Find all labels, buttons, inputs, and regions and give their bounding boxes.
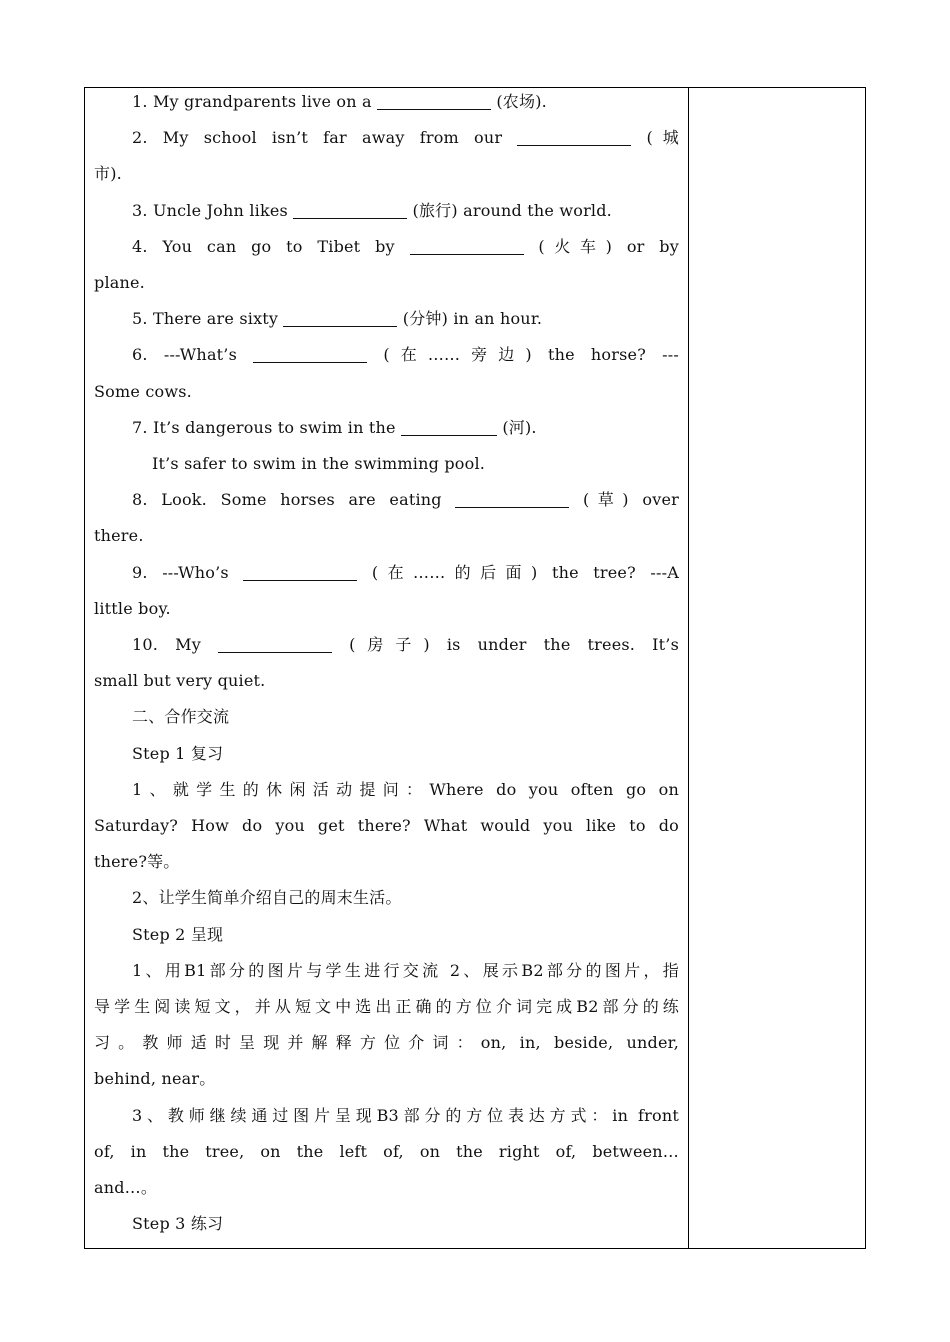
answer-blank — [243, 562, 357, 581]
section-heading: 二、合作交流 — [132, 707, 230, 727]
answer-blank — [218, 634, 332, 653]
exercise-1: 1. My grandparents live on a (农场). — [132, 92, 547, 111]
exercise-2-cont: 市). — [94, 164, 122, 184]
step-2-line-2: 导学生阅读短文，并从短文中选出正确的方位介词完成B2部分的练 — [94, 997, 679, 1017]
answer-blank — [283, 308, 397, 327]
step-2-line-3: 习。教师适时呈现并解释方位介词：on, in, beside, under, — [94, 1033, 679, 1053]
answer-blank — [401, 417, 497, 436]
step-2-line-1: 1、用B1部分的图片与学生进行交流 2、展示B2部分的图片，指 — [132, 960, 679, 980]
exercise-6: 6. ---What’s (在……旁边) the horse? --- — [132, 345, 679, 365]
step-2-line-4: behind, near。 — [94, 1069, 216, 1089]
answer-blank — [517, 127, 631, 146]
step-1-item-1: 1、就学生的休闲活动提问：Where do you often go on — [132, 779, 679, 799]
step-3-heading: Step 3 练习 — [132, 1214, 224, 1234]
step-1-item-2: 2、让学生简单介绍自己的周末生活。 — [132, 888, 402, 908]
step-2-item-3: 3、教师继续通过图片呈现B3部分的方位表达方式：in front — [132, 1105, 679, 1125]
step-1-item-1-end: there?等。 — [94, 852, 180, 872]
exercise-6-cont: Some cows. — [94, 381, 192, 401]
step-1-item-1-cont: Saturday? How do you get there? What would you like to do — [94, 816, 679, 836]
answer-blank — [377, 91, 491, 110]
exercise-8: 8. Look. Some horses are eating (草) over — [132, 490, 679, 510]
lesson-table — [84, 87, 866, 1249]
step-2-item-3-end: and…。 — [94, 1178, 158, 1198]
exercise-9: 9. ---Who’s (在……的后面) the tree? ---A — [132, 562, 679, 582]
lesson-content-cell — [94, 88, 679, 1248]
exercise-7: 7. It’s dangerous to swim in the (河). — [132, 417, 537, 437]
exercise-10-cont: small but very quiet. — [94, 671, 266, 691]
exercise-2: 2. My school isn’t far away from our (城 — [132, 128, 679, 148]
exercise-10: 10. My (房子) is under the trees. It’s — [132, 635, 679, 655]
step-2-heading: Step 2 呈现 — [132, 924, 224, 944]
answer-blank — [253, 344, 367, 363]
exercise-7-cont: It’s safer to swim in the swimming pool. — [152, 454, 486, 474]
exercise-8-cont: there. — [94, 526, 144, 546]
exercise-4-cont: plane. — [94, 273, 145, 293]
exercise-5: 5. There are sixty (分钟) in an hour. — [132, 309, 543, 329]
answer-blank — [293, 200, 407, 219]
exercise-3: 3. Uncle John likes (旅行) around the world. — [132, 200, 612, 220]
answer-blank — [410, 236, 524, 255]
exercise-4: 4. You can go to Tibet by (火车) or by — [132, 236, 679, 256]
exercise-9-cont: little boy. — [94, 598, 171, 618]
step-1-heading: Step 1 复习 — [132, 743, 224, 763]
answer-blank — [455, 489, 569, 508]
notes-cell — [689, 88, 865, 1248]
step-2-item-3-cont: of, in the tree, on the left of, on the right of, between… — [94, 1141, 679, 1161]
